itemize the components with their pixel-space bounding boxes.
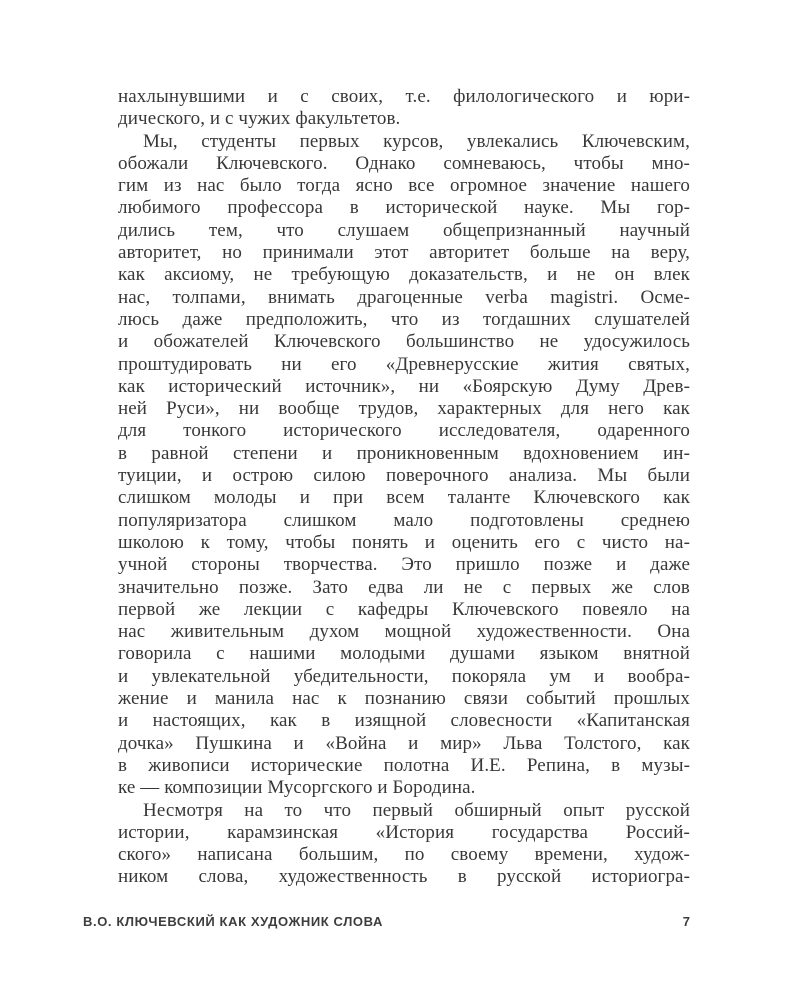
text-line: Мы, студенты первых курсов, увлекались Ключевским, bbox=[143, 130, 690, 152]
text-line: дического, и с чужих факультетов. bbox=[118, 108, 401, 130]
text-line: слишком молоды и при всем таланте Ключевского как bbox=[118, 487, 690, 509]
text-line: дочка» Пушкина и «Война и мир» Льва Толстого, как bbox=[118, 732, 690, 754]
text-line: гим из нас было тогда ясно все огромное значение нашего bbox=[118, 175, 690, 197]
text-line: ке — композиции Мусоргского и Бородина. bbox=[118, 777, 476, 799]
text-line: туиции, и острою силою поверочного анализа. Мы были bbox=[118, 465, 690, 487]
text-line: и увлекательной убедительности, покоряла ум и вообра- bbox=[118, 665, 690, 687]
text-line: популяризатора слишком мало подготовлены среднею bbox=[118, 509, 690, 531]
text-line: школою к тому, чтобы понять и оценить его с чисто на- bbox=[118, 531, 690, 553]
text-line: для тонкого исторического исследователя, одаренного bbox=[118, 420, 690, 442]
text-line: жение и манила нас к познанию связи событий прошлых bbox=[118, 688, 690, 710]
text-line: первой же лекции с кафедры Ключевского повеяло на bbox=[118, 598, 690, 620]
text-line: нас, толпами, внимать драгоценные verba magistri. Осме- bbox=[118, 286, 690, 308]
text-line: и обожателей Ключевского большинство не удосужилось bbox=[118, 331, 690, 353]
text-line: авторитет, но принимали этот авторитет больше на веру, bbox=[118, 242, 690, 264]
text-line: дились тем, что слушаем общепризнанный научный bbox=[118, 219, 690, 241]
text-line: учной стороны творчества. Это пришло позже и даже bbox=[118, 554, 690, 576]
page-footer bbox=[83, 914, 690, 929]
text-line: и настоящих, как в изящной словесности «Капитанская bbox=[118, 710, 690, 732]
text-line: Несмотря на то что первый обширный опыт русской bbox=[143, 799, 690, 821]
text-line: в живописи исторические полотна И.Е. Репина, в музы- bbox=[118, 754, 690, 776]
text-line: ником слова, художественность в русской историогра- bbox=[118, 866, 690, 888]
text-line: люсь даже предположить, что из тогдашних слушателей bbox=[118, 308, 690, 330]
text-line: как исторический источник», ни «Боярскую Думу Древ- bbox=[118, 375, 690, 397]
text-line: истории, карамзинская «История государства Россий- bbox=[118, 821, 690, 843]
page-number: 7 bbox=[682, 914, 690, 929]
text-line: ней Руси», ни вообще трудов, характерных для него как bbox=[118, 398, 690, 420]
text-line: в равной степени и проникновенным вдохновением ин- bbox=[118, 442, 690, 464]
text-line: значительно позже. Зато едва ли не с первых же слов bbox=[118, 576, 690, 598]
text-line: говорила с нашими молодыми душами языком внятной bbox=[118, 643, 690, 665]
body-text-block bbox=[118, 86, 690, 889]
text-line: обожали Ключевского. Однако сомневаюсь, чтобы мно- bbox=[118, 152, 690, 174]
text-line: проштудировать ни его «Древнерусские жития святых, bbox=[118, 353, 690, 375]
text-line: как аксиому, не требующую доказательств, и не он влек bbox=[118, 264, 690, 286]
text-line: любимого профессора в исторической науке. Мы гор- bbox=[118, 197, 690, 219]
text-line: нас живительным духом мощной художественности. Она bbox=[118, 621, 690, 643]
text-line: ского» написана большим, по своему времени, худож- bbox=[118, 844, 690, 866]
text-line: нахлынувшими и с своих, т.е. филологического и юри- bbox=[118, 86, 690, 107]
running-title: В.О. КЛЮЧЕВСКИЙ КАК ХУДОЖНИК СЛОВА bbox=[83, 914, 383, 929]
